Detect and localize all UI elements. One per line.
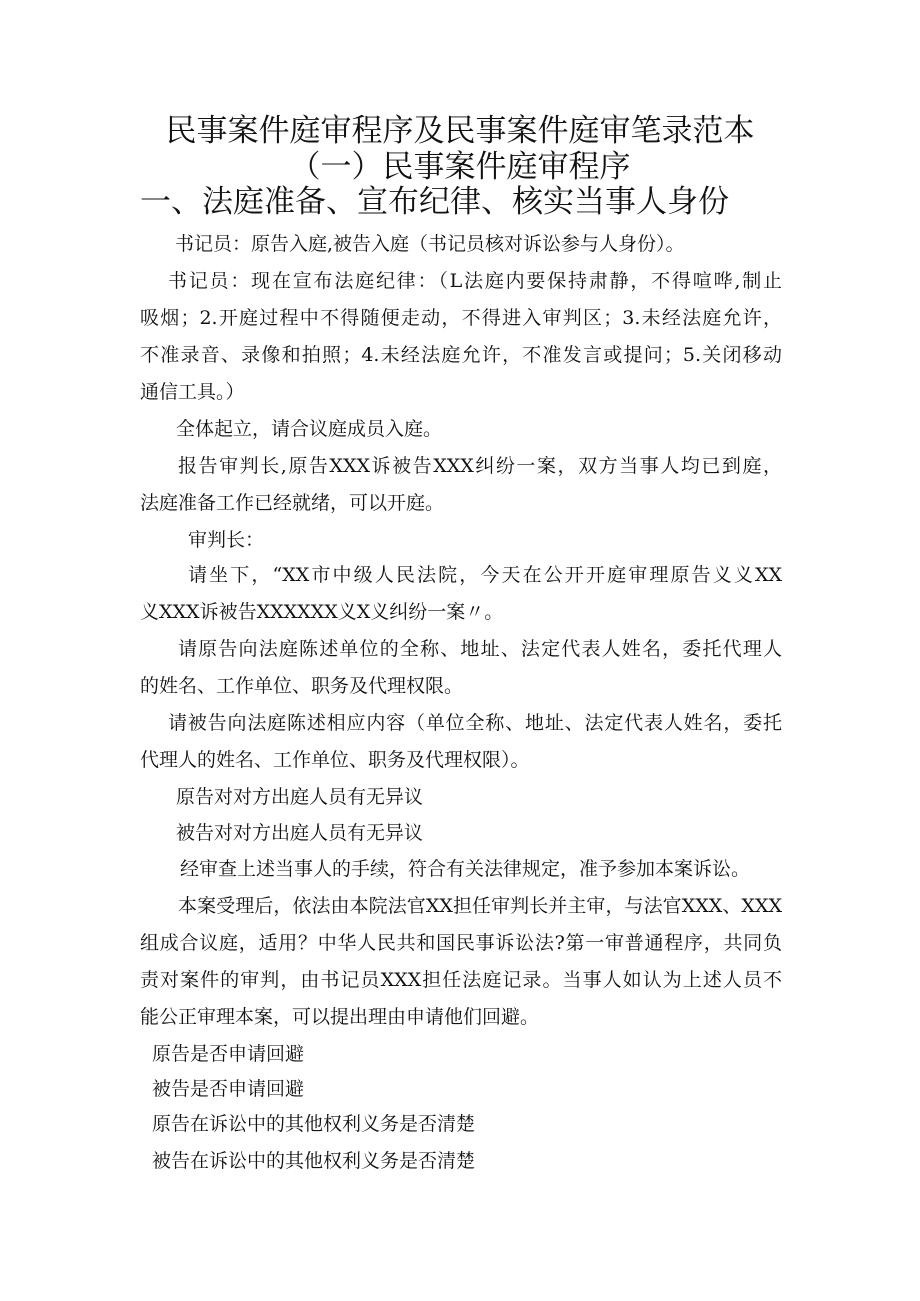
paragraph-clerk-call: 书记员：原告入庭,被告入庭（书记员核对诉讼参与人身份）。 xyxy=(175,233,685,255)
paragraph-line: 请坐下，“XX市中级人民法院，今天在公开开庭审理原告义义XX xyxy=(188,564,782,586)
paragraph-court-discipline xyxy=(140,263,782,411)
paragraph-line: 代理人的姓名、工作单位、职务及代理权限）。 xyxy=(140,749,530,771)
paragraph-line: 书记员：现在宣布法庭纪律：（L法庭内要保持肃静，不得喧哗,制止 xyxy=(168,270,782,292)
paragraph-plaintiff-recusal: 原告是否申请回避 xyxy=(152,1043,305,1065)
document-subtitle: （一）民事案件庭审程序 xyxy=(289,149,631,185)
paragraph-line: 报告审判长,原告XXX诉被告XXX纠纷一案，双方当事人均已到庭， xyxy=(178,455,782,477)
paragraph-line: 组成合议庭，适用？中华人民共和国民事诉讼法?第一审普通程序，共同负 xyxy=(140,932,782,954)
paragraph-plaintiff-rights: 原告在诉讼中的其他权利义务是否清楚 xyxy=(152,1113,476,1135)
paragraph-line: 义XXX诉被告XXXXXX义X义纠纷一案〃。 xyxy=(140,601,504,623)
paragraph-line: 本案受理后，依法由本院法官XX担任审判长并主审，与法官XXX、XXX xyxy=(178,895,782,917)
paragraph-presiding-judge: 审判长： xyxy=(188,529,265,551)
paragraph-line: 责对案件的审判，由书记员XXX担任法庭记录。当事人如认为上述人员不 xyxy=(140,969,782,991)
paragraph-line: 不准录音、录像和拍照；4.未经法庭允许，不准发言或提问；5.关闭移动 xyxy=(140,344,782,366)
paragraph-defendant-recusal: 被告是否申请回避 xyxy=(152,1078,305,1100)
paragraph-review-procedures: 经审查上述当事人的手续，符合有关法律规定，准予参加本案诉讼。 xyxy=(180,858,751,880)
paragraph-report-judge xyxy=(140,448,782,522)
paragraph-line: 吸烟；2.开庭过程中不得随便走动，不得进入审判区；3.未经法庭允许， xyxy=(140,307,782,329)
paragraph-defendant-objection: 被告对对方出庭人员有无异议 xyxy=(176,822,424,844)
paragraph-plaintiff-statement xyxy=(140,631,782,705)
paragraph-defendant-rights: 被告在诉讼中的其他权利义务是否清楚 xyxy=(152,1150,476,1172)
paragraph-defendant-statement xyxy=(140,705,782,779)
section-heading: 一、法庭准备、宣布纪律、核实当事人身份 xyxy=(140,184,729,220)
paragraph-all-rise: 全体起立，请合议庭成员入庭。 xyxy=(176,418,443,440)
paragraph-line: 能公正审理本案，可以提出理由申请他们回避。 xyxy=(140,1006,540,1028)
paragraph-line: 法庭准备工作已经就绪，可以开庭。 xyxy=(140,492,445,514)
paragraph-line: 请被告向法庭陈述相应内容（单位全称、地址、法定代表人姓名，委托 xyxy=(168,712,782,734)
paragraph-collegial-panel xyxy=(140,888,782,1036)
paragraph-line: 请原告向法庭陈述单位的全称、地址、法定代表人姓名，委托代理人 xyxy=(178,638,782,660)
paragraph-plaintiff-objection: 原告对对方出庭人员有无异议 xyxy=(176,786,424,808)
paragraph-line: 的姓名、工作单位、职务及代理权限。 xyxy=(140,675,464,697)
paragraph-line: 通信工具。） xyxy=(140,381,245,403)
paragraph-open-session xyxy=(140,557,782,631)
document-title: 民事案件庭审程序及民事案件庭审笔录范本 xyxy=(165,113,755,149)
